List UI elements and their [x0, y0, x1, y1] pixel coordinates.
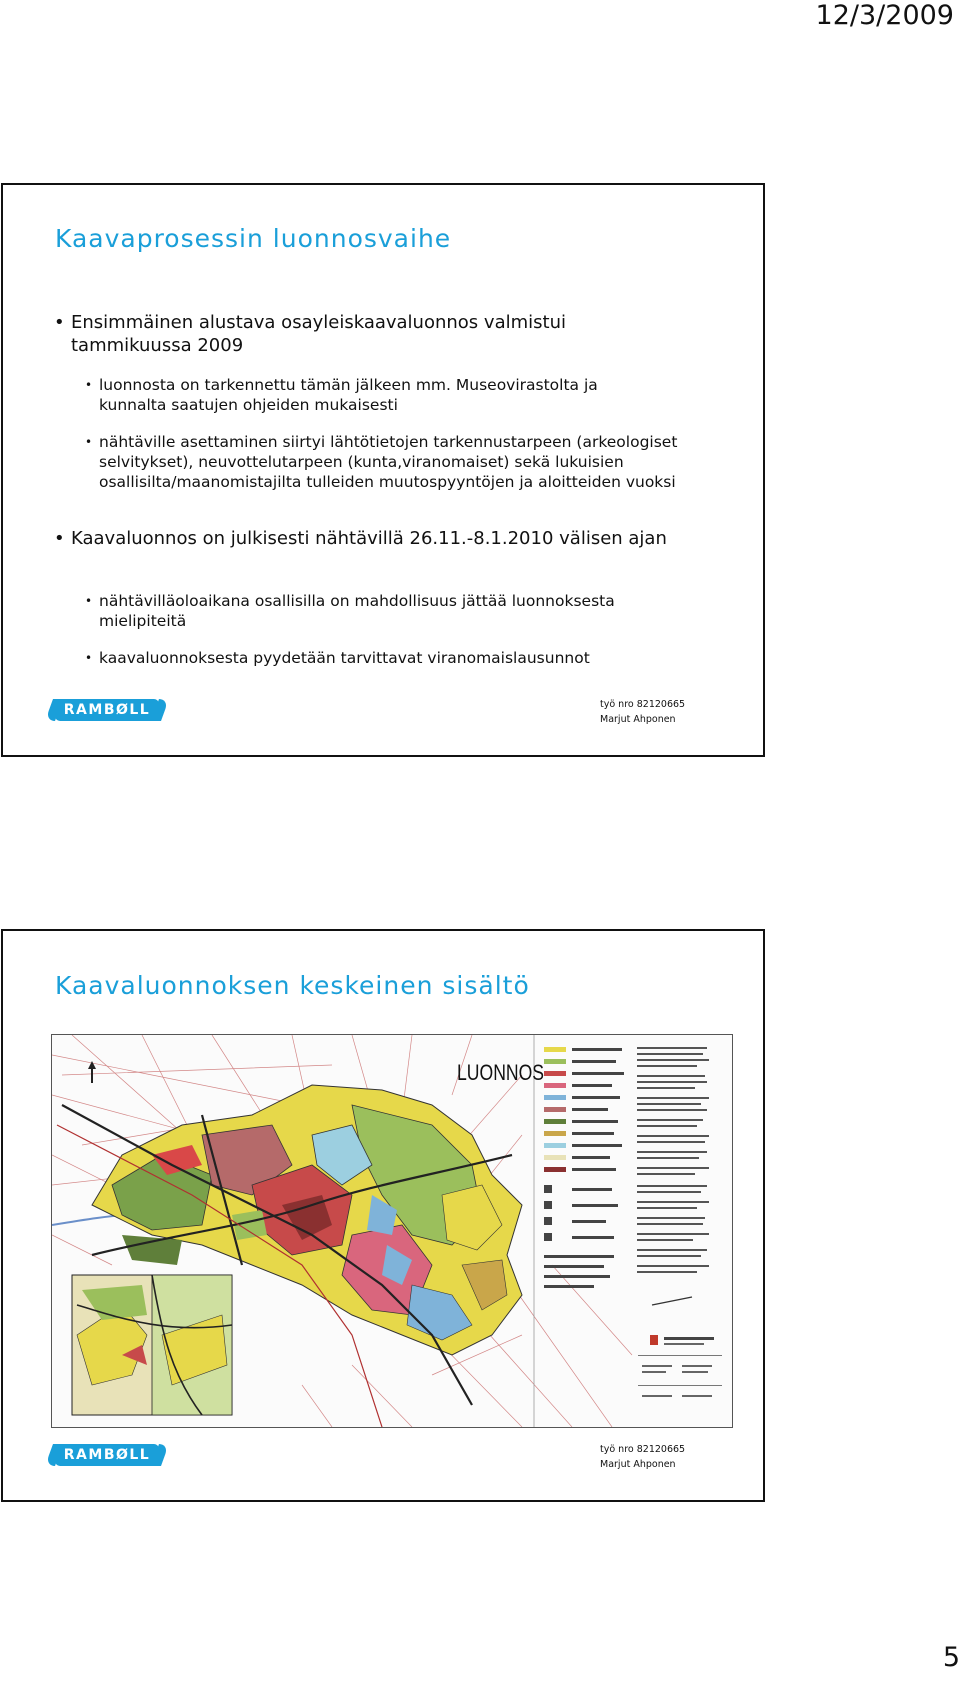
- job-number: työ nro 82120665: [600, 699, 686, 710]
- author-name: Marjut Ahponen: [600, 1459, 676, 1470]
- ramboll-logo: RAMBØLL: [55, 699, 159, 721]
- slide-luonnosvaihe: [1, 183, 765, 757]
- slide-footer: [600, 1442, 685, 1472]
- bullet-text: • luonnosta on tarkennettu tämän jälkeen mm. Museovirastolta ja kunnalta saatujen ohjeiden mukaisesti: [99, 376, 598, 414]
- slide-footer: [600, 697, 685, 727]
- bullet-text: • nähtävilläoloaikana osallisilla on mahdollisuus jättää luonnoksesta mielipiteitä: [99, 592, 615, 630]
- bullet-text: • nähtäville asettaminen siirtyi lähtötietojen tarkennustarpeen (arkeologiset selvitykset), neuvottelutarpeen (kunta,viranomaiset) sekä lukuisien osallisilta/maanomistajilta tulleiden muutospyyntöjen ja aloitteiden vuoksi: [99, 433, 678, 491]
- bullet-level1: [55, 527, 675, 550]
- page-date: 12/3/2009: [815, 0, 954, 31]
- page-number: 5: [942, 1642, 960, 1673]
- bullet-level2: [87, 375, 667, 415]
- bullet-level1: [55, 311, 615, 357]
- bullet-text: • kaavaluonnoksesta pyydetään tarvittavat viranomaislausunnot: [99, 649, 590, 667]
- author-name: Marjut Ahponen: [600, 714, 676, 725]
- job-number: työ nro 82120665: [600, 1444, 686, 1455]
- bullet-level2: [87, 432, 687, 492]
- map-graphic: [52, 1035, 732, 1427]
- slide-keskeinen-sisalto: [1, 929, 765, 1502]
- bullet-text: • Kaavaluonnos on julkisesti nähtävillä 26.11.-8.1.2010 välisen ajan: [71, 528, 667, 549]
- slide-title: Kaavaluonnoksen keskeinen sisältö: [55, 971, 530, 1000]
- bullet-level2: [87, 591, 687, 631]
- master-plan-map: [51, 1034, 733, 1428]
- bullet-text: • Ensimmäinen alustava osayleiskaavaluonnos valmistui tammikuussa 2009: [71, 312, 566, 356]
- ramboll-logo: RAMBØLL: [55, 1444, 159, 1466]
- bullet-level2: [87, 648, 687, 668]
- map-stamp-luonnos: LUONNOS: [457, 1060, 545, 1085]
- slide-title: Kaavaprosessin luonnosvaihe: [55, 224, 452, 253]
